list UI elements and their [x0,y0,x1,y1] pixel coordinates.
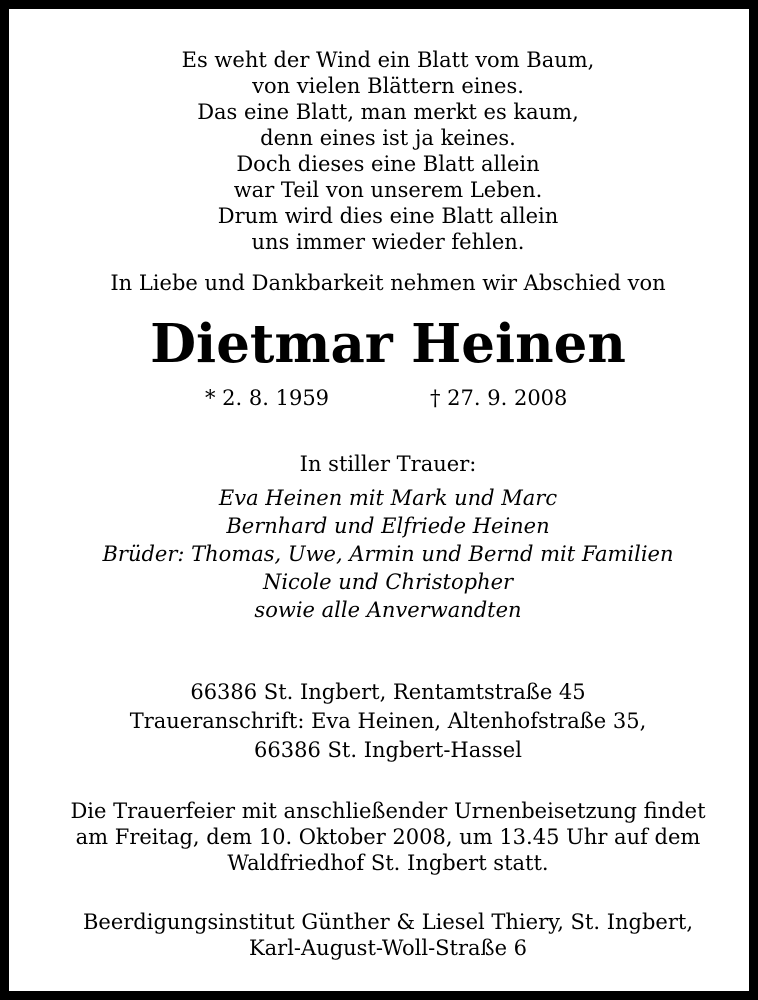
undertaker-line: Beerdigungsinstitut Günther & Liesel Thiery, St. Ingbert, [82,910,694,934]
mourning-title: In stiller Trauer: [299,452,477,476]
poem-line: denn eines ist ja keines. [260,126,516,150]
mourner-line: Bernhard und Elfriede Heinen [226,514,550,538]
poem-line: Drum wird dies eine Blatt allein [217,204,559,228]
farewell-intro: In Liebe und Dankbarkeit nehmen wir Abschied von [110,271,666,295]
poem-line: Doch dieses eine Blatt allein [236,152,540,176]
address-line: Traueranschrift: Eva Heinen, Altenhofstraße 35, [129,709,647,733]
mourner-line: Eva Heinen mit Mark und Marc [218,486,558,510]
mourner-line: Brüder: Thomas, Uwe, Armin und Bernd mit Familien [102,542,674,566]
poem-line: uns immer wieder fehlen. [251,230,525,254]
poem-line: Es weht der Wind ein Blatt vom Baum, [181,48,595,72]
poem-line: von vielen Blättern eines. [252,74,524,98]
life-dates [9,385,758,411]
deceased-name: Dietmar Heinen [150,313,626,375]
address-line: 66386 St. Ingbert, Rentamtstraße 45 [190,680,586,704]
address-line: 66386 St. Ingbert-Hassel [254,738,522,762]
ceremony-line: Die Trauerfeier mit anschließender Urnenbeisetzung findet [70,799,706,823]
mourner-line: Nicole und Christopher [262,570,514,594]
mourner-line: sowie alle Anverwandten [254,598,522,622]
poem-line: war Teil von unserem Leben. [233,178,543,202]
birth-date: * 2. 8. 1959 [205,386,330,410]
ceremony-line: am Freitag, dem 10. Oktober 2008, um 13.45 Uhr auf dem [75,825,701,849]
ceremony-line: Waldfriedhof St. Ingbert statt. [227,851,549,875]
poem-line: Das eine Blatt, man merkt es kaum, [197,100,579,124]
death-date: † 27. 9. 2008 [430,386,568,410]
undertaker-line: Karl-August-Woll-Straße 6 [248,936,528,960]
